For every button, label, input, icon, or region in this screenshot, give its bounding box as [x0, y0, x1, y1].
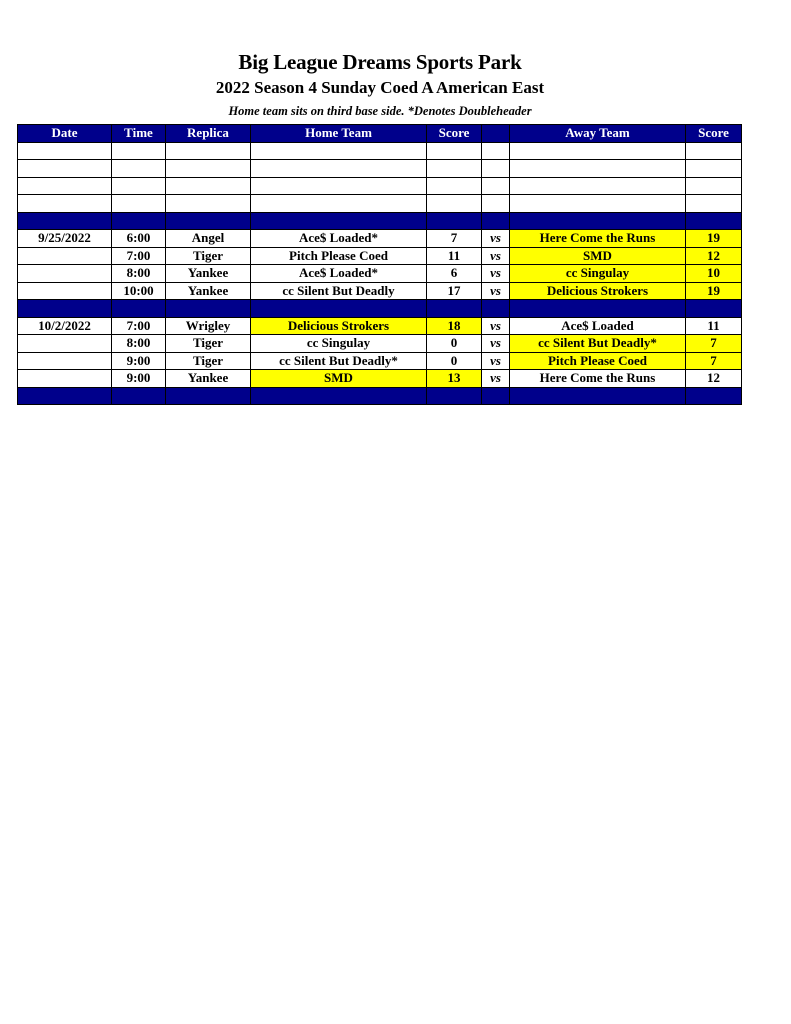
col-header-away-score: Score [686, 125, 742, 143]
table-row [18, 282, 742, 300]
vs-label: vs [482, 317, 510, 335]
game-time: 7:00 [112, 317, 166, 335]
home-team: Ace$ Loaded* [251, 230, 427, 248]
col-header-vs [482, 125, 510, 143]
game-time: 8:00 [112, 265, 166, 283]
away-score: 11 [686, 317, 742, 335]
game-date: 9/25/2022 [18, 230, 112, 248]
home-score: 17 [427, 282, 482, 300]
vs-label: vs [482, 265, 510, 283]
separator-cell [251, 300, 427, 318]
separator-cell [686, 212, 742, 230]
separator-cell [166, 387, 251, 405]
away-score: 10 [686, 265, 742, 283]
home-team: Ace$ Loaded* [251, 265, 427, 283]
col-header-time: Time [112, 125, 166, 143]
home-team: SMD [251, 370, 427, 388]
separator-cell [686, 300, 742, 318]
game-time: 7:00 [112, 247, 166, 265]
col-header-away-team: Away Team [510, 125, 686, 143]
away-team: Here Come the Runs [510, 230, 686, 248]
away-team: Here Come the Runs [510, 370, 686, 388]
home-score: 13 [427, 370, 482, 388]
game-time: 6:00 [112, 230, 166, 248]
separator-cell [166, 212, 251, 230]
separator-cell [482, 300, 510, 318]
game-field: Tiger [166, 352, 251, 370]
separator-cell [251, 387, 427, 405]
game-date [18, 352, 112, 370]
game-time: 8:00 [112, 335, 166, 353]
table-row [18, 247, 742, 265]
home-team: cc Singulay [251, 335, 427, 353]
away-score: 19 [686, 230, 742, 248]
separator-cell [482, 212, 510, 230]
game-date: 10/2/2022 [18, 317, 112, 335]
table-row [18, 230, 742, 248]
separator-cell [251, 212, 427, 230]
separator-cell [166, 300, 251, 318]
home-score: 0 [427, 335, 482, 353]
separator-cell [510, 300, 686, 318]
separator-cell [18, 387, 112, 405]
away-team: Ace$ Loaded [510, 317, 686, 335]
empty-row [18, 195, 742, 213]
vs-label: vs [482, 282, 510, 300]
game-field: Yankee [166, 370, 251, 388]
home-team: cc Silent But Deadly [251, 282, 427, 300]
home-score: 11 [427, 247, 482, 265]
home-score: 6 [427, 265, 482, 283]
vs-label: vs [482, 247, 510, 265]
separator-cell [18, 212, 112, 230]
table-row [18, 335, 742, 353]
page-note: Home team sits on third base side. *Denotes Doubleheader [228, 104, 532, 118]
home-score: 18 [427, 317, 482, 335]
away-score: 12 [686, 247, 742, 265]
separator-cell [482, 387, 510, 405]
game-time: 10:00 [112, 282, 166, 300]
separator-row [18, 212, 742, 230]
schedule-table [17, 124, 742, 405]
separator-cell [427, 387, 482, 405]
table-row [18, 370, 742, 388]
col-header-date: Date [18, 125, 112, 143]
col-header-replica: Replica [166, 125, 251, 143]
away-score: 19 [686, 282, 742, 300]
home-team: Delicious Strokers [251, 317, 427, 335]
schedule-body [18, 142, 742, 405]
vs-label: vs [482, 230, 510, 248]
separator-cell [510, 212, 686, 230]
separator-cell [112, 212, 166, 230]
home-score: 0 [427, 352, 482, 370]
separator-cell [427, 300, 482, 318]
separator-row [18, 300, 742, 318]
col-header-home-score: Score [427, 125, 482, 143]
game-date [18, 282, 112, 300]
separator-cell [427, 212, 482, 230]
separator-cell [510, 387, 686, 405]
vs-label: vs [482, 352, 510, 370]
home-score: 7 [427, 230, 482, 248]
away-team: Delicious Strokers [510, 282, 686, 300]
away-team: SMD [510, 247, 686, 265]
away-team: Pitch Please Coed [510, 352, 686, 370]
empty-row [18, 177, 742, 195]
game-date [18, 370, 112, 388]
separator-cell [18, 300, 112, 318]
away-score: 7 [686, 352, 742, 370]
away-score: 12 [686, 370, 742, 388]
game-field: Yankee [166, 282, 251, 300]
page-subtitle: 2022 Season 4 Sunday Coed A American East [215, 78, 545, 97]
table-row [18, 352, 742, 370]
page-title: Big League Dreams Sports Park [238, 50, 522, 74]
game-field: Tiger [166, 335, 251, 353]
separator-cell [112, 300, 166, 318]
separator-cell [112, 387, 166, 405]
col-header-home-team: Home Team [251, 125, 427, 143]
away-team: cc Singulay [510, 265, 686, 283]
vs-label: vs [482, 335, 510, 353]
empty-row [18, 142, 742, 160]
game-field: Wrigley [166, 317, 251, 335]
game-field: Angel [166, 230, 251, 248]
empty-row [18, 160, 742, 178]
separator-row [18, 387, 742, 405]
table-header-row [18, 125, 742, 143]
game-field: Tiger [166, 247, 251, 265]
game-date [18, 265, 112, 283]
separator-cell [686, 387, 742, 405]
game-date [18, 247, 112, 265]
game-field: Yankee [166, 265, 251, 283]
table-row [18, 317, 742, 335]
game-date [18, 335, 112, 353]
away-score: 7 [686, 335, 742, 353]
game-time: 9:00 [112, 352, 166, 370]
table-row [18, 265, 742, 283]
vs-label: vs [482, 370, 510, 388]
home-team: cc Silent But Deadly* [251, 352, 427, 370]
home-team: Pitch Please Coed [251, 247, 427, 265]
game-time: 9:00 [112, 370, 166, 388]
away-team: cc Silent But Deadly* [510, 335, 686, 353]
